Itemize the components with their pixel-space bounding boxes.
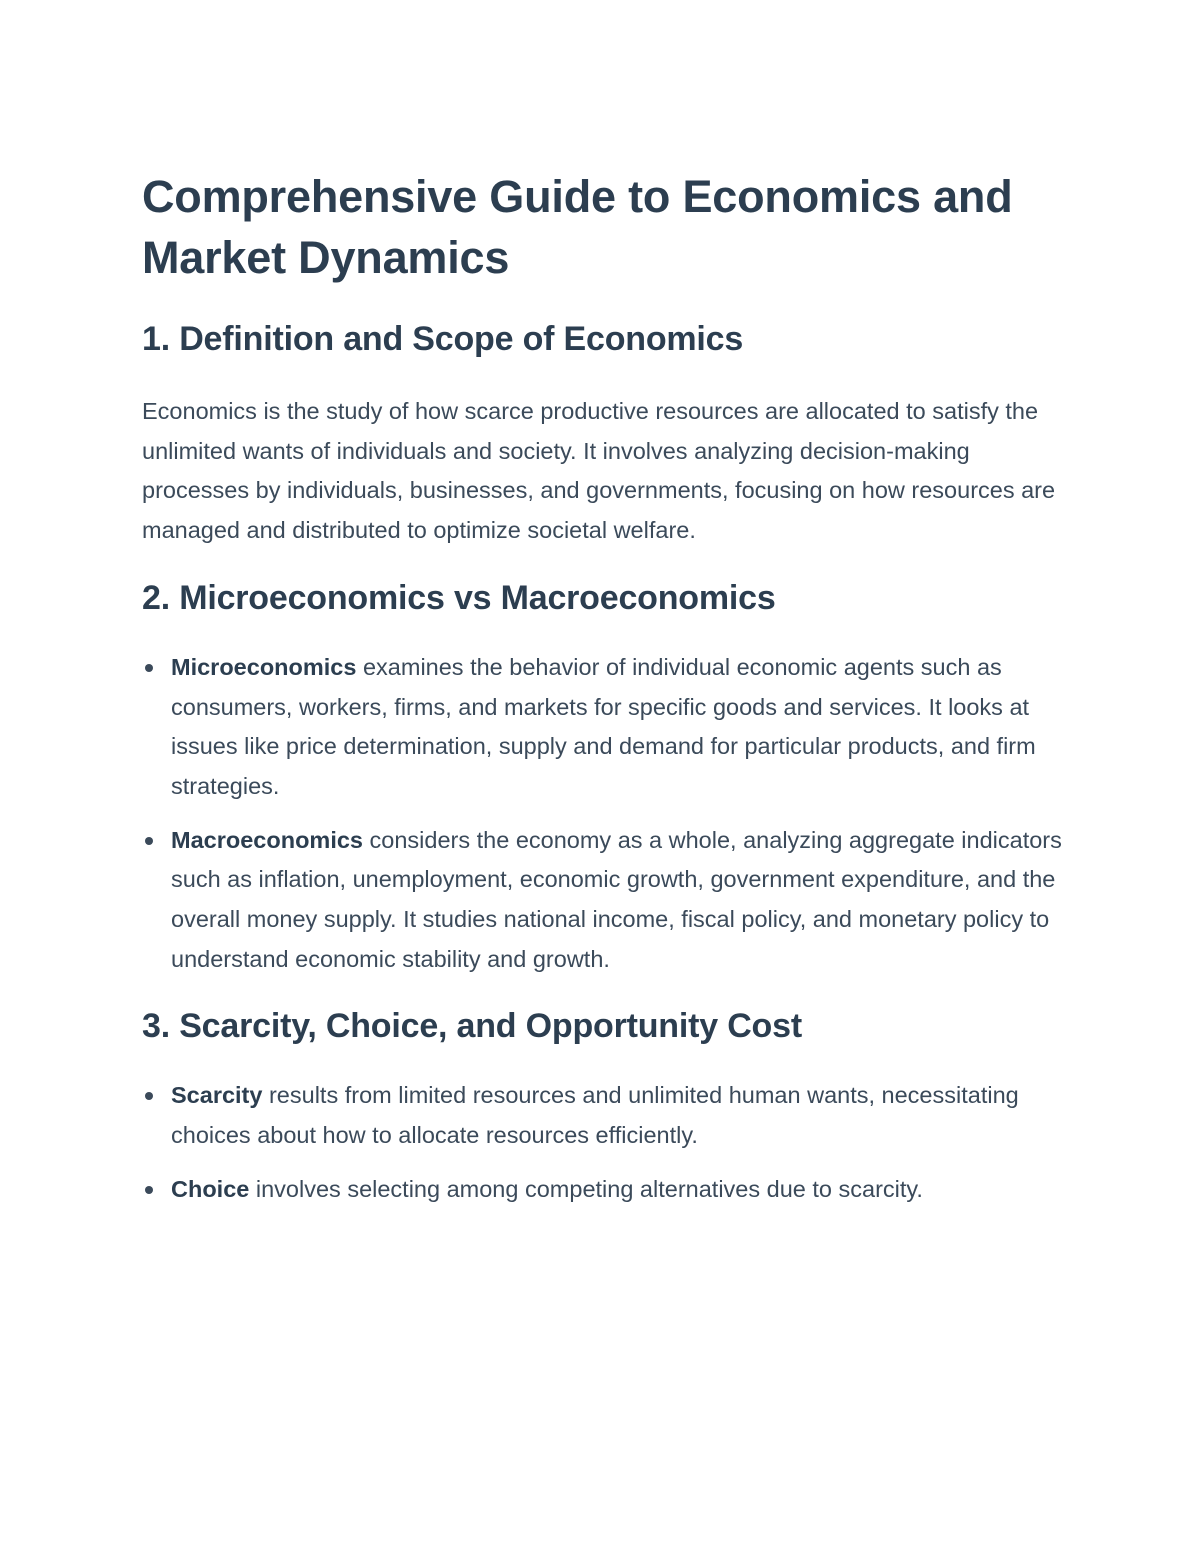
- bullet-term: Macroeconomics: [171, 826, 363, 853]
- bullet-text: results from limited resources and unlimited human wants, necessitating choices about how to allocate resources efficiently.: [171, 1082, 1019, 1149]
- list-item: [142, 821, 1062, 980]
- list-item: [142, 1076, 1062, 1155]
- bullet-icon: [145, 664, 153, 672]
- section-micro-vs-macro: [142, 576, 1062, 980]
- document-title: Comprehensive Guide to Economics and Market Dynamics: [142, 171, 1013, 283]
- bullet-term: Choice: [171, 1175, 250, 1202]
- bullet-term: Scarcity: [171, 1082, 263, 1109]
- bullet-text: involves selecting among competing alternatives due to scarcity.: [249, 1175, 923, 1202]
- list-item: [142, 1170, 1062, 1210]
- section-heading: 3. Scarcity, Choice, and Opportunity Cost: [142, 1007, 802, 1046]
- section-heading: 2. Microeconomics vs Macroeconomics: [142, 578, 776, 617]
- bullet-icon: [145, 1186, 153, 1194]
- bullet-text: considers the economy as a whole, analyzing aggregate indicators such as inflation, unemployment, economic growth, government expenditure, and the overall money supply. It studies national income, fiscal policy, and monetary policy to understand economic stability and growth.: [171, 826, 1062, 972]
- bullet-list: [142, 648, 1062, 980]
- bullet-list: [142, 1076, 1062, 1209]
- document-page: [142, 166, 1062, 1210]
- section-heading: 1. Definition and Scope of Economics: [142, 320, 744, 358]
- section-scarcity-choice: [142, 1004, 1062, 1209]
- bullet-icon: [145, 837, 153, 845]
- bullet-text: examines the behavior of individual economic agents such as consumers, workers, firms, and markets for specific goods and services. It looks at issues like price determination, supply and demand for particular products, and firm strategies.: [171, 653, 1036, 799]
- section-paragraph: Economics is the study of how scarce productive resources are allocated to satisfy the unlimited wants of individuals and society. It involves analyzing decision-making processes by individuals, businesses, and governments, focusing on how resources are managed and distributed to optimize societal welfare.: [142, 398, 1056, 544]
- section-definition-scope: [142, 317, 1062, 551]
- bullet-icon: [145, 1092, 153, 1100]
- bullet-term: Microeconomics: [171, 653, 357, 680]
- list-item: [142, 648, 1062, 807]
